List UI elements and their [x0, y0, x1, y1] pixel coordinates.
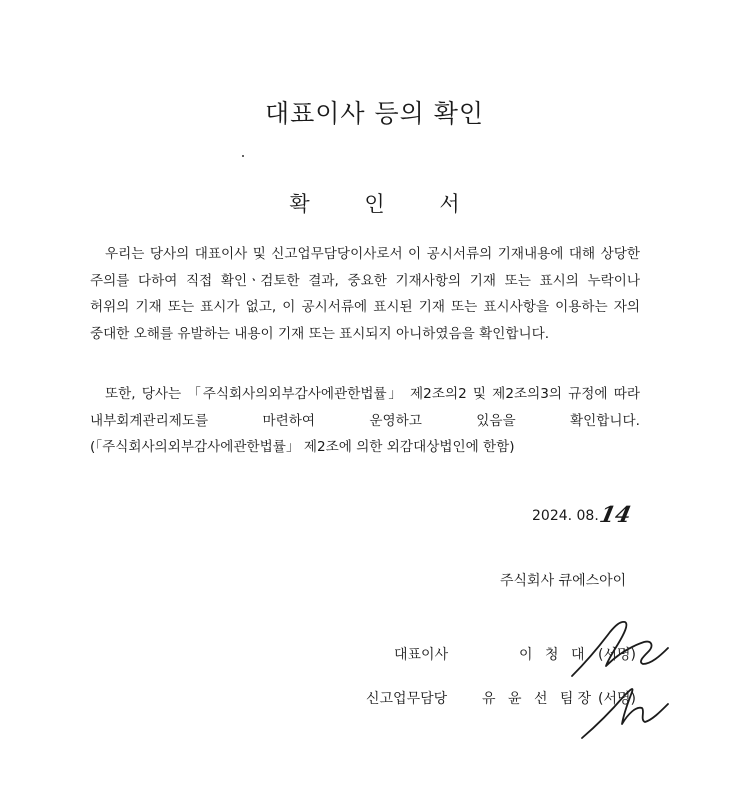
stray-mark: [242, 155, 244, 157]
signatory-role-ceo: 대표이사: [394, 647, 449, 663]
internal-control-paragraph: 또한, 당사는 「주식회사의외부감사에관한법률」 제2조의2 및 제2조의3의 규정에 따라 내부회계관리제도를 마련하여 운영하고 있음을 확인합니다.(「주식회사의외부감사에관한법률」 제2조에 의한 외감대상법인에 한함): [90, 386, 640, 456]
confirmation-paragraph: 우리는 당사의 대표이사 및 신고업무담당이사로서 이 공시서류의 기재내용에 대해 상당한 주의를 다하여 직접 확인ㆍ검토한 결과, 중요한 기재사항의 기재 또는 표시의 누락이나 허위의 기재 또는 표시가 없고, 이 공시서류에 표시된 기재 또는 표시사항을 이용하는 자의 중대한 오해를 유발하는 내용이 기재 또는 표시되지 아니하였음을 확인합니다.: [90, 246, 640, 342]
company-name: 주식회사 큐에스아이: [500, 573, 627, 589]
signatory-name-ceo: 이 청 대: [519, 647, 589, 663]
signatory-name-disclosure: 유 윤 선 팀장: [482, 691, 595, 707]
signature-mark-ceo: (서명): [598, 647, 636, 663]
date-printed: 2024. 08.: [532, 508, 599, 524]
signatory-role-disclosure: 신고업무담당: [366, 691, 448, 707]
page-title: 대표이사 등의 확인: [264, 99, 485, 128]
document-heading: 확 인 서: [289, 192, 484, 216]
date-handwritten-day: 14: [597, 502, 634, 528]
date-line: [532, 502, 634, 528]
signature-mark-disclosure: (서명): [598, 691, 636, 707]
